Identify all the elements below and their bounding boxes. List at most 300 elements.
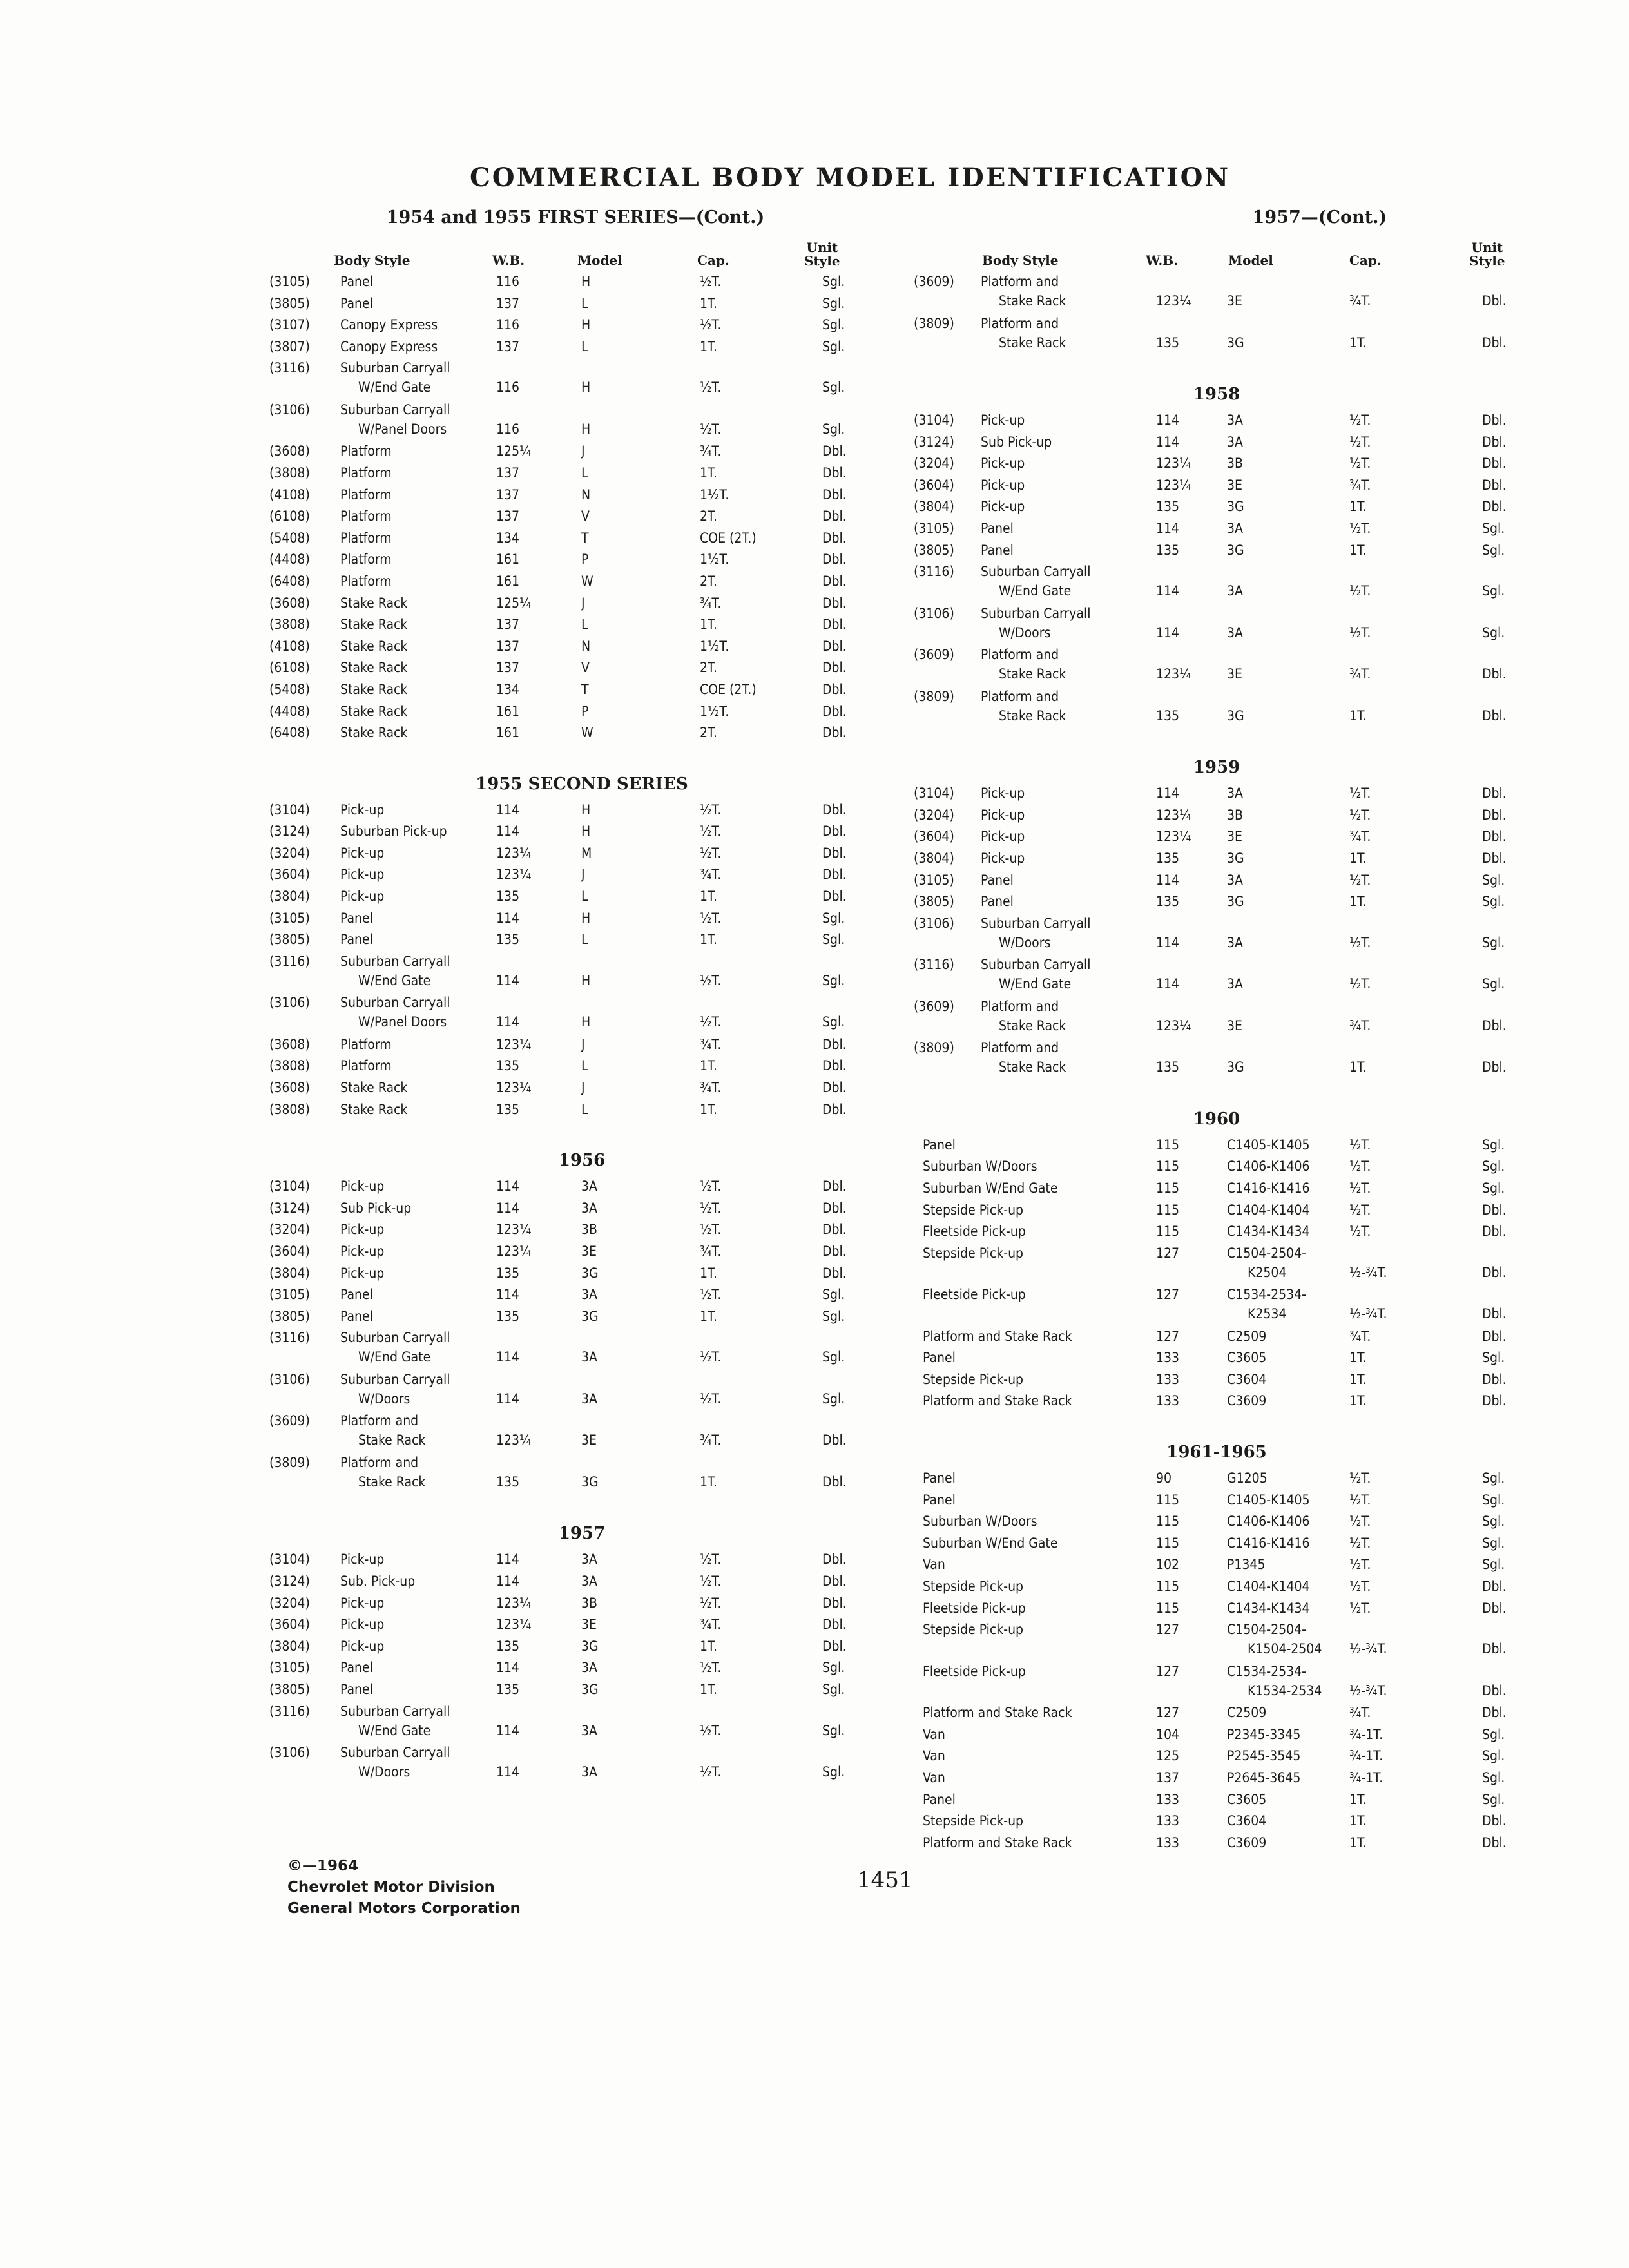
row-cap: ½T.	[700, 1595, 722, 1611]
row-model: 3E	[581, 1432, 597, 1448]
row-unit-style: Dbl.	[1482, 412, 1507, 428]
row-code: (3204)	[914, 456, 954, 472]
table-row	[269, 463, 894, 485]
row-model: 3G	[581, 1681, 599, 1697]
row-body-style: Suburban Carryall	[340, 995, 450, 1011]
row-unit-style: Sgl.	[1482, 1137, 1505, 1153]
table-row	[269, 908, 894, 930]
table-row	[269, 1056, 894, 1078]
row-body-style: Stake Rack	[340, 595, 408, 611]
row-model: C1504-2504-	[1227, 1245, 1306, 1261]
row-wb: 114	[1156, 934, 1180, 950]
row-body-style: Stake Rack	[340, 617, 408, 633]
row-model: 3G	[1227, 499, 1244, 515]
row-unit-style: Sgl.	[1482, 1748, 1505, 1764]
row-model: H	[581, 317, 591, 333]
row-model: 3A	[581, 1573, 597, 1589]
row-unit-style: Dbl.	[822, 443, 847, 459]
row-cap: ½T.	[700, 274, 722, 289]
row-body-style: Panel	[981, 542, 1014, 558]
row-wb: 137	[496, 638, 520, 654]
row-body-style-line2: W/Panel Doors	[358, 1014, 447, 1030]
row-wb: 123¼	[1156, 807, 1191, 823]
header-body-style: Body Style	[334, 253, 410, 268]
row-model: 3A	[1227, 872, 1243, 888]
row-unit-style: Dbl.	[822, 681, 847, 697]
row-code: (3805)	[914, 894, 954, 910]
row-model: 3G	[581, 1265, 599, 1281]
row-cap: ¾T.	[1349, 293, 1371, 309]
row-body-style: Suburban W/End Gate	[923, 1535, 1058, 1551]
row-model: H	[581, 274, 591, 289]
table-row	[914, 1790, 1519, 1812]
table-row	[914, 1370, 1519, 1392]
row-cap: 2T.	[700, 660, 718, 676]
row-unit-style: Sgl.	[822, 1287, 845, 1303]
row-model: 3G	[1227, 334, 1244, 351]
row-body-style-line2: W/End Gate	[999, 976, 1072, 992]
row-unit-style: Dbl.	[1482, 1600, 1507, 1616]
row-code: (3105)	[914, 872, 954, 888]
row-cap: ½T.	[1349, 1557, 1371, 1573]
row-model: N	[581, 486, 591, 503]
row-code: (3808)	[269, 617, 310, 633]
row-unit-style: Sgl.	[1482, 520, 1505, 536]
row-wb: 123¼	[1156, 456, 1191, 472]
row-wb: 115	[1156, 1180, 1180, 1196]
row-cap: 1T.	[700, 932, 718, 948]
row-model-line2: K2504	[1248, 1264, 1287, 1280]
row-unit-style: Dbl.	[822, 1638, 847, 1654]
row-unit-style: Dbl.	[1482, 1641, 1507, 1657]
row-unit-style: Sgl.	[822, 380, 845, 396]
row-model: 3A	[1227, 434, 1243, 450]
row-unit-style: Dbl.	[1482, 334, 1507, 351]
row-model: 3E	[1227, 666, 1242, 682]
row-unit-style: Dbl.	[1482, 1202, 1507, 1218]
row-cap: 1T.	[1349, 707, 1367, 724]
table-row	[269, 658, 894, 680]
row-body-style: Fleetside Pick-up	[923, 1287, 1026, 1303]
row-body-style: Pick-up	[981, 456, 1025, 472]
row-body-style: Pick-up	[340, 889, 385, 905]
row-unit-style: Sgl.	[822, 338, 845, 354]
row-code: (3204)	[914, 807, 954, 823]
row-model: J	[581, 867, 585, 883]
row-cap: ½T.	[1349, 785, 1371, 802]
row-wb: 161	[496, 703, 520, 719]
table-row	[269, 1242, 894, 1264]
row-body-style: Pick-up	[340, 1244, 385, 1259]
row-body-style-line2: W/Doors	[358, 1764, 410, 1780]
row-wb: 115	[1156, 1224, 1180, 1240]
page-number: 1451	[857, 1867, 913, 1893]
table-row	[269, 1328, 894, 1370]
row-model: 3G	[1227, 1059, 1244, 1075]
row-model: C1416-K1416	[1227, 1180, 1310, 1196]
row-unit-style: Dbl.	[822, 530, 847, 546]
row-cap: 1T.	[700, 1681, 718, 1697]
row-model: P2345-3345	[1227, 1726, 1301, 1742]
row-wb: 137	[496, 338, 520, 354]
row-wb: 115	[1156, 1535, 1180, 1551]
row-cap: ½T.	[700, 845, 722, 861]
left-column-title: 1954 and 1955 FIRST SERIES—(Cont.)	[386, 207, 765, 227]
row-cap: ½T.	[1349, 456, 1371, 472]
row-cap: ½T.	[700, 1178, 722, 1195]
row-model: C1534-2534-	[1227, 1287, 1306, 1303]
row-model: N	[581, 638, 591, 654]
table-row	[269, 680, 894, 702]
row-wb: 135	[496, 1638, 520, 1654]
row-cap: ½T.	[700, 1552, 722, 1568]
row-body-style: Stepside Pick-up	[923, 1245, 1024, 1261]
row-code: (3124)	[269, 1200, 310, 1216]
table-row	[269, 400, 894, 442]
row-model: C1416-K1416	[1227, 1535, 1310, 1551]
row-code: (3106)	[269, 401, 310, 418]
table-row	[269, 930, 894, 952]
row-model: J	[581, 595, 585, 611]
row-wb: 123¼	[1156, 293, 1191, 309]
row-model: 3A	[1227, 412, 1243, 428]
row-cap: COE (2T.)	[700, 681, 757, 697]
row-unit-style: Dbl.	[1482, 785, 1507, 802]
row-body-style: Suburban W/End Gate	[923, 1180, 1058, 1196]
row-model: 3E	[1227, 477, 1242, 493]
row-body-style: Platform and	[340, 1454, 419, 1470]
row-code: (3609)	[269, 1413, 310, 1429]
row-unit-style: Dbl.	[822, 465, 847, 481]
table-row	[269, 593, 894, 615]
row-unit-style: Dbl.	[1482, 707, 1507, 724]
row-code: (3124)	[269, 1573, 310, 1589]
row-unit-style: Dbl.	[1482, 1705, 1507, 1721]
row-body-style: Platform and Stake Rack	[923, 1705, 1072, 1721]
row-model: T	[581, 530, 589, 546]
row-unit-style: Sgl.	[1482, 1557, 1505, 1573]
row-model: 3A	[581, 1722, 597, 1738]
row-wb: 127	[1156, 1328, 1180, 1344]
row-model: W	[581, 725, 593, 741]
row-cap: 1T.	[1349, 1350, 1367, 1366]
table-row	[914, 870, 1519, 892]
table-row	[914, 849, 1519, 870]
row-cap: 1T.	[1349, 1371, 1367, 1387]
row-unit-style: Dbl.	[822, 1573, 847, 1589]
row-model: J	[581, 1036, 585, 1052]
table-row	[914, 1222, 1519, 1244]
row-wb: 114	[1156, 624, 1180, 640]
row-model: L	[581, 1101, 588, 1117]
row-code: (4408)	[269, 552, 310, 568]
table-row	[269, 1453, 894, 1495]
table-row	[914, 892, 1519, 914]
row-cap: 1T.	[700, 1058, 718, 1074]
row-unit-style: Dbl.	[1482, 477, 1507, 493]
row-wb: 133	[1156, 1350, 1180, 1366]
row-cap: ¾T.	[700, 595, 722, 611]
row-wb: 114	[496, 1014, 520, 1030]
row-cap: 1½T.	[700, 552, 729, 568]
row-model: 3A	[581, 1764, 597, 1780]
row-wb: 123¼	[496, 1244, 532, 1259]
row-model: L	[581, 338, 588, 354]
row-model: L	[581, 889, 588, 905]
header-unit: Unit	[1471, 240, 1503, 255]
row-model: 3B	[1227, 807, 1243, 823]
row-model: 3E	[1227, 1017, 1242, 1033]
row-wb: 115	[1156, 1579, 1180, 1595]
row-body-style: Fleetside Pick-up	[923, 1224, 1026, 1240]
row-body-style-line2: Stake Rack	[999, 1017, 1066, 1033]
row-model: L	[581, 295, 588, 311]
row-cap: 1T.	[700, 465, 718, 481]
row-unit-style: Dbl.	[1482, 1306, 1507, 1322]
row-wb: 125¼	[496, 595, 532, 611]
row-body-style: Platform	[340, 552, 392, 568]
row-cap: ¾T.	[700, 1244, 722, 1259]
row-wb: 114	[1156, 785, 1180, 802]
row-unit-style: Sgl.	[822, 1014, 845, 1030]
table-row	[269, 1743, 894, 1785]
table-row	[914, 432, 1519, 454]
row-model: W	[581, 573, 593, 589]
row-unit-style: Dbl.	[1482, 1224, 1507, 1240]
row-unit-style: Sgl.	[1482, 934, 1505, 950]
table-row	[914, 1244, 1519, 1285]
row-wb: 115	[1156, 1137, 1180, 1153]
row-model: 3E	[581, 1617, 597, 1633]
row-unit-style: Dbl.	[822, 1432, 847, 1448]
row-body-style: Panel	[981, 872, 1014, 888]
row-unit-style: Dbl.	[1482, 434, 1507, 450]
row-code: (3808)	[269, 1101, 310, 1117]
table-row	[914, 997, 1519, 1039]
row-body-style: Suburban Carryall	[340, 401, 450, 418]
row-unit-style: Sgl.	[822, 1764, 845, 1780]
row-body-style-line2: Stake Rack	[999, 1059, 1066, 1075]
row-wb: 135	[1156, 707, 1180, 724]
row-model: P2645-3645	[1227, 1770, 1301, 1785]
row-cap: 2T.	[700, 573, 718, 589]
table-row	[914, 541, 1519, 562]
row-cap: ¾T.	[700, 1432, 722, 1448]
row-code: (3106)	[914, 915, 954, 931]
table-row	[269, 485, 894, 507]
row-model: H	[581, 380, 591, 396]
table-row	[914, 1703, 1519, 1725]
row-body-style: Pick-up	[981, 850, 1025, 866]
header-style: Style	[804, 253, 840, 269]
row-body-style: Platform and	[981, 998, 1059, 1014]
row-model: V	[581, 660, 590, 676]
row-body-style: Suburban Carryall	[981, 915, 1091, 931]
row-cap: ½T.	[1349, 807, 1371, 823]
row-wb: 115	[1156, 1600, 1180, 1616]
row-body-style: Panel	[340, 910, 373, 926]
row-body-style: Platform and Stake Rack	[923, 1834, 1072, 1850]
row-model: 3A	[581, 1349, 597, 1365]
row-model: 3A	[1227, 583, 1243, 599]
table-row	[269, 615, 894, 637]
row-code: (3116)	[269, 953, 310, 969]
table-row	[269, 993, 894, 1035]
table-row	[269, 1411, 894, 1453]
row-wb: 135	[1156, 334, 1180, 351]
row-body-style: Suburban Carryall	[981, 564, 1091, 580]
row-wb: 114	[1156, 583, 1180, 599]
table-row	[914, 1577, 1519, 1599]
row-body-style: Suburban Pick-up	[340, 823, 447, 840]
row-code: (3104)	[269, 1552, 310, 1568]
table-row	[269, 1307, 894, 1329]
row-body-style: Panel	[340, 295, 373, 311]
row-unit-style: Dbl.	[822, 1178, 847, 1195]
header-model: Model	[577, 253, 622, 268]
row-cap: ½T.	[1349, 434, 1371, 450]
row-body-style: Stake Rack	[340, 703, 408, 719]
row-cap: ½T.	[1349, 1158, 1371, 1175]
row-cap: 1T.	[1349, 334, 1367, 351]
row-body-style-line2: Stake Rack	[358, 1432, 426, 1448]
row-wb: 133	[1156, 1791, 1180, 1807]
row-unit-style: Sgl.	[822, 1681, 845, 1697]
row-code: (3604)	[914, 829, 954, 845]
row-unit-style: Dbl.	[1482, 1813, 1507, 1829]
row-body-style: Platform and	[981, 1040, 1059, 1056]
row-code: (3608)	[269, 443, 310, 459]
row-wb: 116	[496, 274, 520, 289]
row-body-style-line2: W/End Gate	[999, 583, 1072, 599]
table-row	[269, 1198, 894, 1220]
row-wb: 114	[496, 1390, 520, 1407]
row-unit-style: Dbl.	[822, 638, 847, 654]
table-row	[914, 476, 1519, 497]
row-model: J	[581, 1080, 585, 1096]
row-model: P1345	[1227, 1557, 1266, 1573]
table-row	[914, 1348, 1519, 1370]
row-model: 3E	[1227, 293, 1242, 309]
row-cap: ½T.	[1349, 520, 1371, 536]
row-code: (3809)	[914, 315, 954, 331]
row-cap: ½T.	[700, 1014, 722, 1030]
row-model-line2: K2534	[1248, 1306, 1287, 1322]
row-body-style: Panel	[981, 894, 1014, 910]
row-code: (3808)	[269, 1058, 310, 1074]
row-model: 3A	[1227, 976, 1243, 992]
row-cap: 1T.	[700, 1638, 718, 1654]
row-model: C1406-K1406	[1227, 1158, 1310, 1175]
row-unit-style: Dbl.	[1482, 1328, 1507, 1344]
row-cap: ¾T.	[1349, 1705, 1371, 1721]
section-title: 1956	[558, 1151, 606, 1171]
row-model: C3604	[1227, 1813, 1267, 1829]
row-wb: 135	[496, 1308, 520, 1324]
right-column-title: 1957—(Cont.)	[1252, 207, 1387, 227]
row-cap: ½-¾T.	[1349, 1682, 1387, 1698]
row-code: (3805)	[269, 1308, 310, 1324]
row-cap: ½T.	[700, 802, 722, 818]
row-model: C3605	[1227, 1791, 1267, 1807]
row-body-style-line2: Stake Rack	[999, 666, 1066, 682]
row-wb: 135	[1156, 499, 1180, 515]
page-title: COMMERCIAL BODY MODEL IDENTIFICATION	[469, 162, 1231, 193]
table-row	[269, 337, 894, 359]
row-wb: 135	[496, 1681, 520, 1697]
row-code: (3809)	[914, 688, 954, 704]
row-unit-style: Sgl.	[1482, 872, 1505, 888]
row-code: (3609)	[914, 274, 954, 289]
row-code: (3805)	[914, 542, 954, 558]
row-cap: ½-¾T.	[1349, 1306, 1387, 1322]
left-column	[269, 207, 894, 1785]
table-row	[269, 637, 894, 658]
row-code: (3116)	[914, 957, 954, 973]
row-model: C1434-K1434	[1227, 1600, 1310, 1616]
row-cap: ½T.	[1349, 1514, 1371, 1530]
row-unit-style: Dbl.	[822, 1552, 847, 1568]
row-wb: 123¼	[496, 845, 532, 861]
row-body-style: Pick-up	[340, 1638, 385, 1654]
table-row	[269, 1637, 894, 1658]
header-unit: Unit	[806, 240, 838, 255]
row-cap: ¾T.	[1349, 1017, 1371, 1033]
row-body-style-line2: Stake Rack	[999, 707, 1066, 724]
table-section	[914, 378, 1519, 728]
row-model: 3G	[581, 1638, 599, 1654]
row-unit-style: Dbl.	[822, 486, 847, 503]
row-body-style: Suburban Carryall	[340, 1703, 450, 1719]
row-body-style: Platform	[340, 508, 392, 524]
row-body-style: Sub. Pick-up	[340, 1573, 416, 1589]
row-model: P	[581, 703, 589, 719]
row-cap: ½T.	[700, 380, 722, 396]
row-cap: ½T.	[700, 1660, 722, 1676]
row-cap: ¾T.	[700, 443, 722, 459]
table-row	[269, 1078, 894, 1100]
row-cap: ½T.	[700, 1222, 722, 1238]
table-row	[914, 805, 1519, 827]
row-wb: 133	[1156, 1393, 1180, 1409]
row-body-style: Stepside Pick-up	[923, 1622, 1024, 1638]
row-model: T	[581, 681, 589, 697]
row-body-style: Sub Pick-up	[340, 1200, 412, 1216]
row-body-style: Stake Rack	[340, 660, 408, 676]
row-wb: 114	[496, 1764, 520, 1780]
row-model: 3G	[581, 1308, 599, 1324]
table-row	[914, 410, 1519, 432]
row-wb: 114	[496, 1287, 520, 1303]
row-model: 3G	[581, 1474, 599, 1490]
table-header	[914, 236, 1519, 272]
row-body-style: Stepside Pick-up	[923, 1202, 1024, 1218]
table-row	[914, 454, 1519, 476]
row-body-style: Platform	[340, 530, 392, 546]
row-cap: 1T.	[1349, 1813, 1367, 1829]
row-body-style: Platform and	[981, 315, 1059, 331]
footer-copyright: ©—1964	[287, 1858, 359, 1874]
table-row	[914, 1135, 1519, 1157]
row-model: H	[581, 802, 591, 818]
row-cap: ½T.	[700, 1573, 722, 1589]
row-cap: 1T.	[1349, 1059, 1367, 1075]
row-code: (3104)	[269, 802, 310, 818]
row-model: G1205	[1227, 1470, 1268, 1486]
row-unit-style: Sgl.	[822, 1308, 845, 1324]
row-unit-style: Dbl.	[822, 1200, 847, 1216]
row-cap: 1T.	[700, 617, 718, 633]
